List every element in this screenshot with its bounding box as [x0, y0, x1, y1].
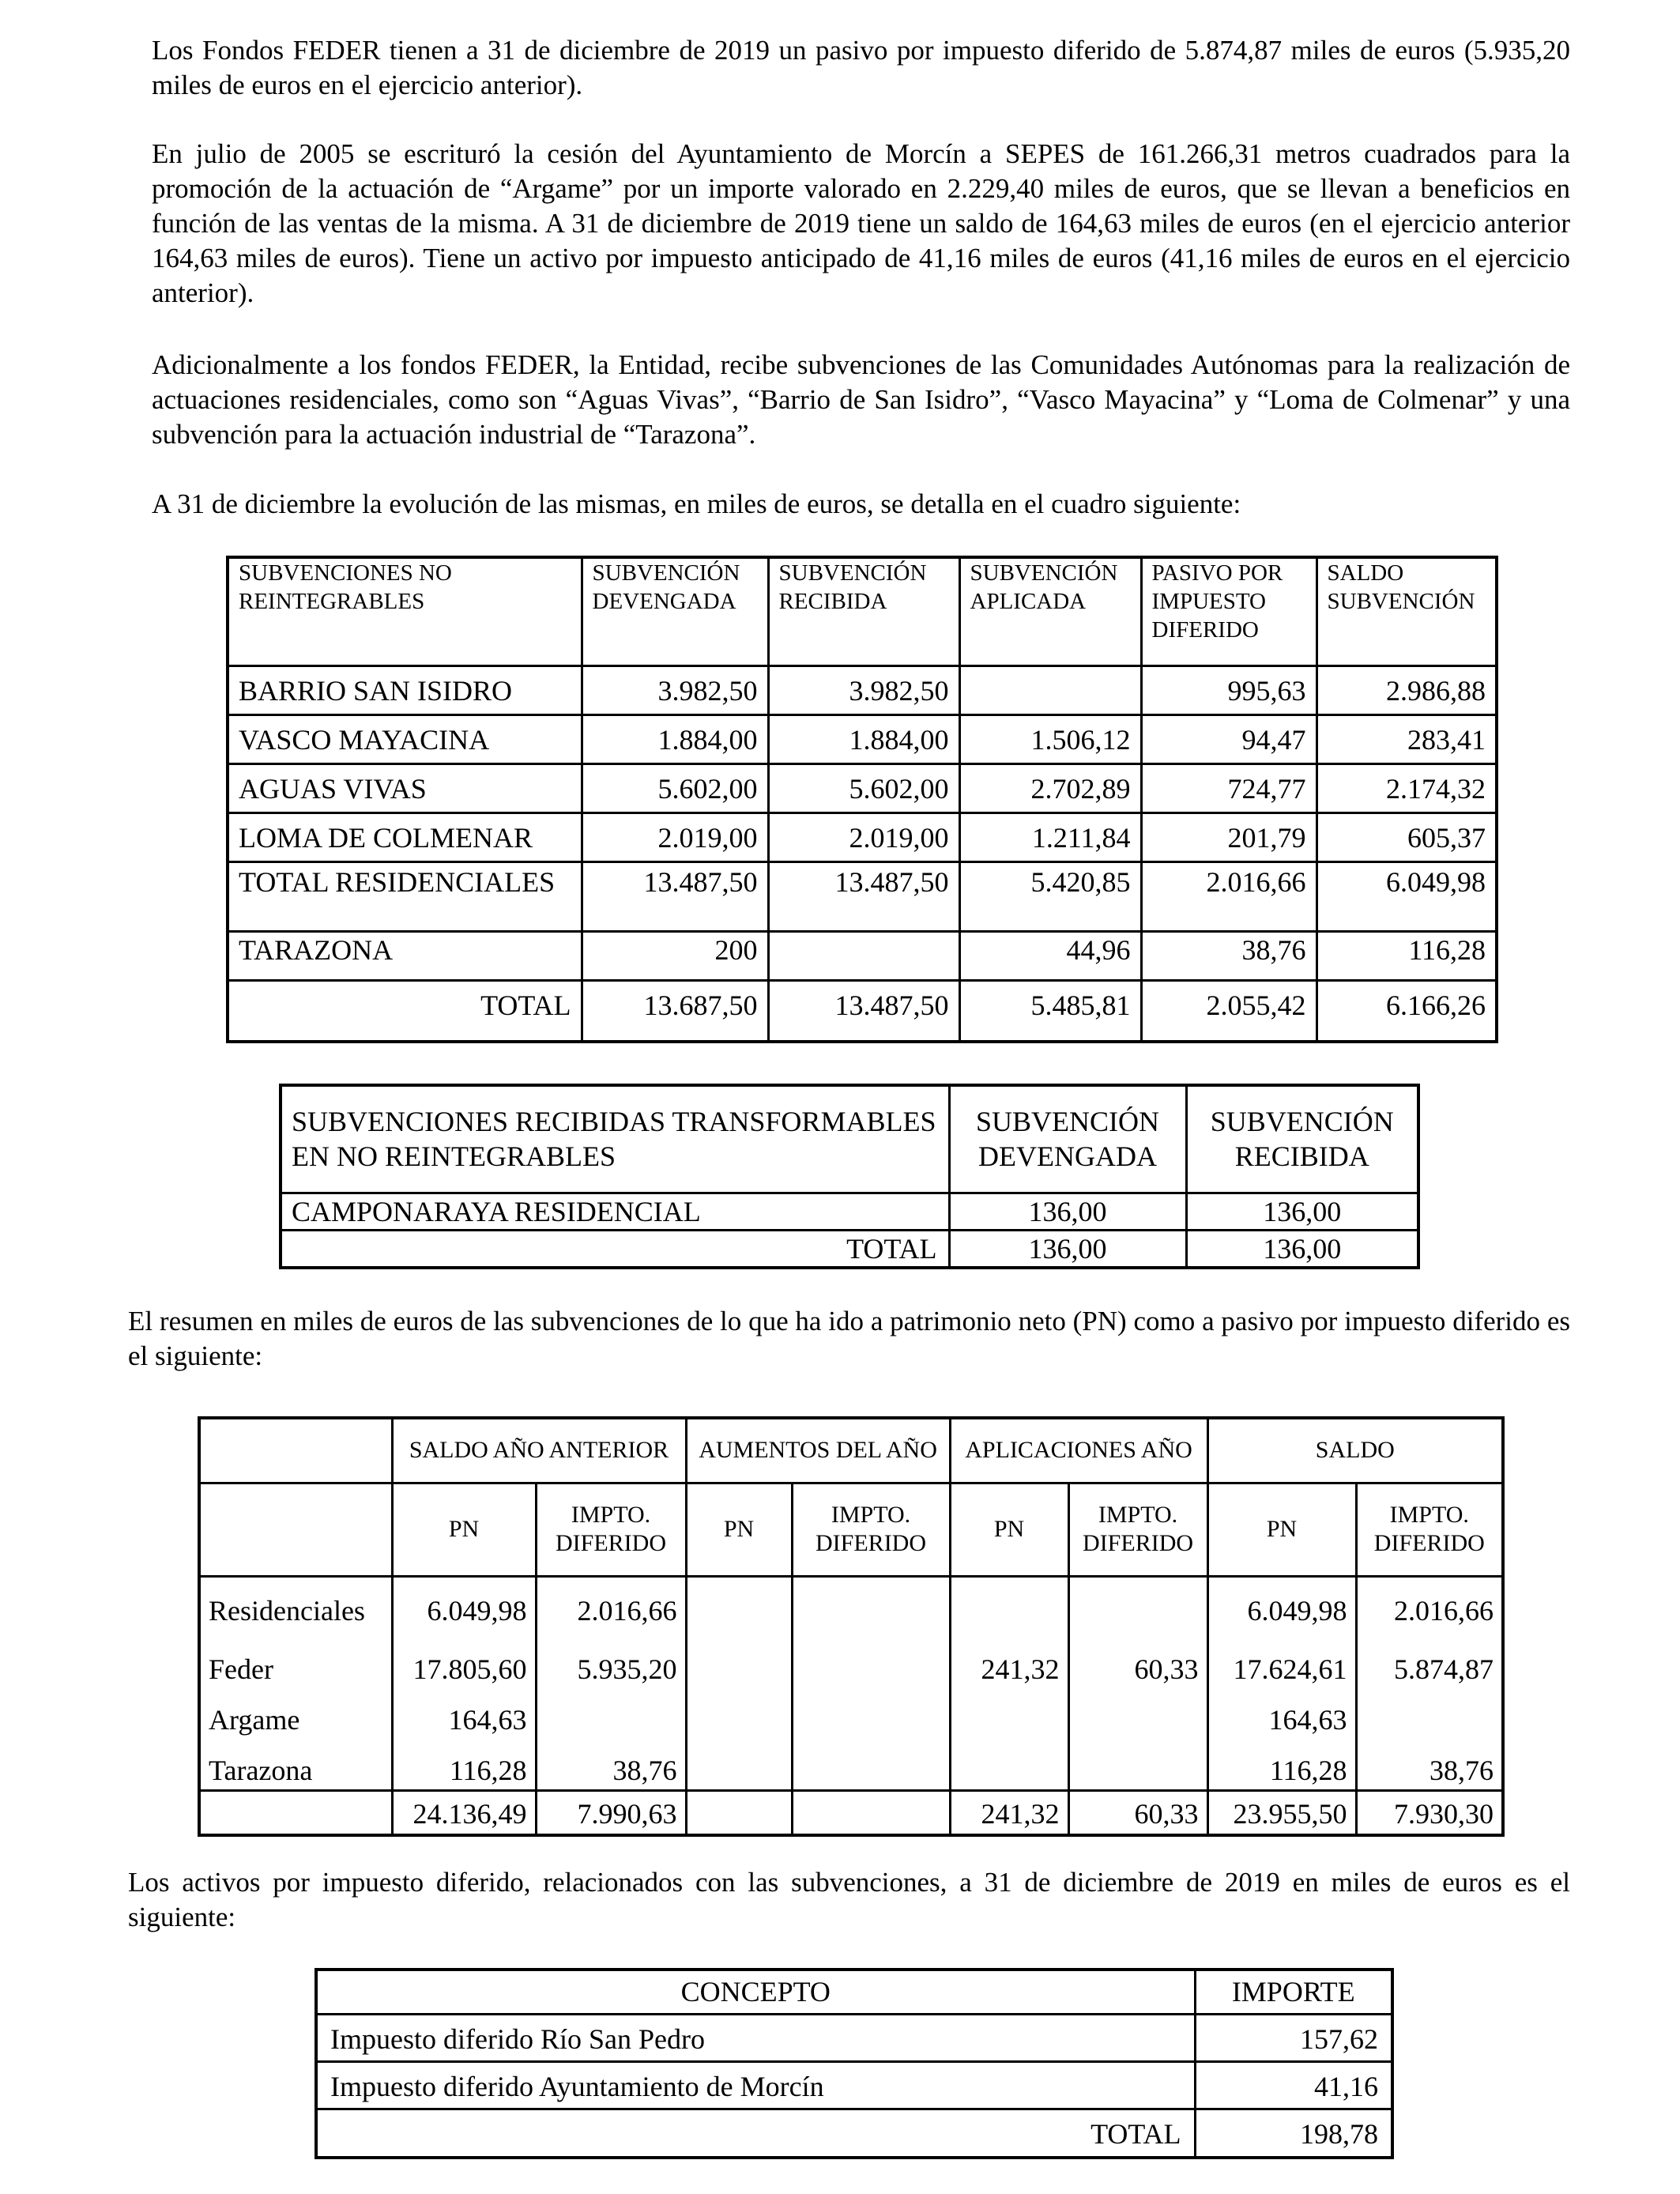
cell-value: 41,16 — [1195, 2061, 1392, 2109]
cell-value: 38,76 — [536, 1745, 686, 1791]
header-cell: SUBVENCIÓN DEVENGADA — [949, 1085, 1186, 1193]
sub-header-cell: IMPTO. DIFERIDO — [536, 1483, 686, 1576]
cell-value: 7.990,63 — [536, 1791, 686, 1835]
header-cell: SUBVENCIÓN RECIBIDA — [768, 557, 959, 665]
header-cell: SUBVENCIONES NO REINTEGRABLES — [228, 557, 582, 665]
group-header-cell: SALDO — [1207, 1418, 1503, 1483]
table-header-row — [316, 1970, 1392, 2014]
table-row — [228, 714, 1497, 763]
sub-header-cell: PN — [950, 1483, 1068, 1576]
cell-value — [792, 1745, 950, 1791]
row-label: Impuesto diferido Río San Pedro — [316, 2014, 1195, 2061]
cell-value: 116,28 — [1317, 931, 1497, 980]
cell-value: 1.506,12 — [959, 714, 1141, 763]
paragraph-feder-pasivo: Los Fondos FEDER tienen a 31 de diciembre de 2019 un pasivo por impuesto diferido de 5.874,87 miles de euros (5.935,20 miles de euros en el ejercicio anterior). — [152, 35, 1570, 100]
cell-value: 2.019,00 — [582, 812, 768, 861]
table-row-total-residenciales — [228, 861, 1497, 931]
group-header-cell: SALDO AÑO ANTERIOR — [392, 1418, 686, 1483]
cell-value: 116,28 — [392, 1745, 536, 1791]
table-row — [281, 1193, 1418, 1230]
cell-value — [1356, 1695, 1503, 1745]
cell-value: 1.884,00 — [768, 714, 959, 763]
paragraph-subvenciones-ccaa: Adicionalmente a los fondos FEDER, la Entidad, recibe subvenciones de las Comunidades Autónomas para la realización de actuaciones residenciales, como son “Aguas Vivas”, “Barrio de San Isidro”, “Vasco Mayacina” y “Loma de Colmenar” y una subvención para la actuación industrial de “Tarazona”. — [152, 349, 1570, 450]
row-label: TARAZONA — [228, 931, 582, 980]
cell-value: 201,79 — [1141, 812, 1317, 861]
table-row — [199, 1745, 1503, 1791]
cell-value: 2.019,00 — [768, 812, 959, 861]
cell-value: 164,63 — [1207, 1695, 1356, 1745]
cell-value: 3.982,50 — [582, 665, 768, 714]
table-subvenciones-transformables — [279, 1084, 1420, 1269]
cell-value: 38,76 — [1356, 1745, 1503, 1791]
cell-value: 1.211,84 — [959, 812, 1141, 861]
table-subvenciones-no-reintegrables — [226, 556, 1498, 1043]
cell-value: 6.166,26 — [1317, 980, 1497, 1042]
cell-value — [950, 1745, 1068, 1791]
cell-value: 2.702,89 — [959, 763, 1141, 812]
cell-value: 13.487,50 — [768, 980, 959, 1042]
cell-value: 5.602,00 — [768, 763, 959, 812]
header-cell: IMPORTE — [1195, 1970, 1392, 2014]
cell-value — [686, 1576, 792, 1644]
table-header-row — [228, 557, 1497, 665]
sub-header-cell: PN — [686, 1483, 792, 1576]
header-cell: SALDO SUBVENCIÓN — [1317, 557, 1497, 665]
header-cell: SUBVENCIONES RECIBIDAS TRANSFORMABLES EN NO REINTEGRABLES — [281, 1085, 949, 1193]
cell-value: 724,77 — [1141, 763, 1317, 812]
cell-value — [686, 1695, 792, 1745]
table-row — [228, 931, 1497, 980]
header-cell: CONCEPTO — [316, 1970, 1195, 2014]
cell-value: 995,63 — [1141, 665, 1317, 714]
cell-value: 136,00 — [1186, 1230, 1418, 1268]
row-label: Residenciales — [199, 1576, 392, 1644]
cell-value: 5.874,87 — [1356, 1644, 1503, 1695]
cell-value: 24.136,49 — [392, 1791, 536, 1835]
cell-value: 5.935,20 — [536, 1644, 686, 1695]
cell-value — [686, 1791, 792, 1835]
cell-value: 13.487,50 — [768, 861, 959, 931]
cell-value: 241,32 — [950, 1791, 1068, 1835]
cell-value: 1.884,00 — [582, 714, 768, 763]
row-label — [199, 1791, 392, 1835]
cell-value: 6.049,98 — [1207, 1576, 1356, 1644]
sub-header-cell: IMPTO. DIFERIDO — [1068, 1483, 1207, 1576]
row-label: VASCO MAYACINA — [228, 714, 582, 763]
row-label: Argame — [199, 1695, 392, 1745]
cell-value — [792, 1695, 950, 1745]
group-header-cell: APLICACIONES AÑO — [950, 1418, 1207, 1483]
cell-value — [768, 931, 959, 980]
row-label: LOMA DE COLMENAR — [228, 812, 582, 861]
header-cell: SUBVENCIÓN RECIBIDA — [1186, 1085, 1418, 1193]
row-label-total: TOTAL — [228, 980, 582, 1042]
cell-value — [792, 1644, 950, 1695]
cell-value: 2.055,42 — [1141, 980, 1317, 1042]
cell-value: 38,76 — [1141, 931, 1317, 980]
cell-value: 605,37 — [1317, 812, 1497, 861]
cell-value: 44,96 — [959, 931, 1141, 980]
table-row — [228, 665, 1497, 714]
table-row — [199, 1644, 1503, 1695]
table-group-header-row — [199, 1418, 1503, 1483]
table-row-total — [316, 2109, 1392, 2158]
cell-value: 13.487,50 — [582, 861, 768, 931]
cell-value: 164,63 — [392, 1695, 536, 1745]
cell-value: 5.485,81 — [959, 980, 1141, 1042]
table-row-total — [228, 980, 1497, 1042]
table-row — [228, 812, 1497, 861]
cell-value — [686, 1644, 792, 1695]
row-label-total: TOTAL — [281, 1230, 949, 1268]
cell-value: 5.420,85 — [959, 861, 1141, 931]
cell-value — [792, 1576, 950, 1644]
cell-value: 136,00 — [949, 1193, 1186, 1230]
paragraph-evolucion-intro: A 31 de diciembre la evolución de las mismas, en miles de euros, se detalla en el cuadro siguiente: — [152, 488, 1241, 519]
header-cell: SUBVENCIÓN DEVENGADA — [582, 557, 768, 665]
table-row — [199, 1695, 1503, 1745]
row-label-total: TOTAL — [316, 2109, 1195, 2158]
row-label: Feder — [199, 1644, 392, 1695]
table-resumen-pn-impuesto — [198, 1416, 1505, 1837]
cell-value — [1068, 1576, 1207, 1644]
cell-value — [1068, 1745, 1207, 1791]
paragraph-resumen-intro: El resumen en miles de euros de las subvenciones de lo que ha ido a patrimonio neto (PN) como a pasivo por impuesto diferido es el siguiente: — [128, 1306, 1570, 1371]
header-empty-cell — [199, 1483, 392, 1576]
cell-value: 2.174,32 — [1317, 763, 1497, 812]
row-label: TOTAL RESIDENCIALES — [228, 861, 582, 931]
cell-value: 283,41 — [1317, 714, 1497, 763]
table-row — [316, 2014, 1392, 2061]
row-label: Impuesto diferido Ayuntamiento de Morcín — [316, 2061, 1195, 2109]
cell-value: 94,47 — [1141, 714, 1317, 763]
cell-value — [950, 1576, 1068, 1644]
cell-value: 136,00 — [1186, 1193, 1418, 1230]
cell-value: 200 — [582, 931, 768, 980]
cell-value: 13.687,50 — [582, 980, 768, 1042]
table-row-total — [281, 1230, 1418, 1268]
cell-value: 198,78 — [1195, 2109, 1392, 2158]
sub-header-cell: PN — [1207, 1483, 1356, 1576]
table-activos-impuesto-diferido — [315, 1968, 1394, 2159]
cell-value: 6.049,98 — [1317, 861, 1497, 931]
cell-value: 7.930,30 — [1356, 1791, 1503, 1835]
table-header-row — [281, 1085, 1418, 1193]
header-cell: SUBVENCIÓN APLICADA — [959, 557, 1141, 665]
table-row-total — [199, 1791, 1503, 1835]
table-sub-header-row — [199, 1483, 1503, 1576]
cell-value: 136,00 — [949, 1230, 1186, 1268]
row-label: AGUAS VIVAS — [228, 763, 582, 812]
paragraph-activos-intro: Los activos por impuesto diferido, relacionados con las subvenciones, a 31 de diciembre de 2019 en miles de euros es el siguiente: — [128, 1867, 1570, 1932]
row-label: CAMPONARAYA RESIDENCIAL — [281, 1193, 949, 1230]
cell-value — [959, 665, 1141, 714]
sub-header-cell: PN — [392, 1483, 536, 1576]
cell-value: 17.624,61 — [1207, 1644, 1356, 1695]
group-header-cell: AUMENTOS DEL AÑO — [686, 1418, 950, 1483]
table-row — [316, 2061, 1392, 2109]
cell-value: 60,33 — [1068, 1791, 1207, 1835]
table-row — [228, 763, 1497, 812]
cell-value — [1068, 1695, 1207, 1745]
cell-value: 2.986,88 — [1317, 665, 1497, 714]
cell-value — [792, 1791, 950, 1835]
header-empty-cell — [199, 1418, 392, 1483]
cell-value: 116,28 — [1207, 1745, 1356, 1791]
cell-value — [686, 1745, 792, 1791]
cell-value: 2.016,66 — [536, 1576, 686, 1644]
header-cell: PASIVO POR IMPUESTO DIFERIDO — [1141, 557, 1317, 665]
row-label: BARRIO SAN ISIDRO — [228, 665, 582, 714]
cell-value: 17.805,60 — [392, 1644, 536, 1695]
cell-value: 241,32 — [950, 1644, 1068, 1695]
cell-value: 60,33 — [1068, 1644, 1207, 1695]
cell-value — [950, 1695, 1068, 1745]
sub-header-cell: IMPTO. DIFERIDO — [1356, 1483, 1503, 1576]
cell-value: 5.602,00 — [582, 763, 768, 812]
row-label: Tarazona — [199, 1745, 392, 1791]
cell-value — [536, 1695, 686, 1745]
cell-value: 2.016,66 — [1356, 1576, 1503, 1644]
paragraph-argame: En julio de 2005 se escrituró la cesión del Ayuntamiento de Morcín a SEPES de 161.266,31 metros cuadrados para la promoción de la actuación de “Argame” por un importe valorado en 2.229,40 miles de euros, que se llevan a beneficios en función de las ventas de la misma. A 31 de diciembre de 2019 tiene un saldo de 164,63 miles de euros (en el ejercicio anterior 164,63 miles de euros). Tiene un activo por impuesto anticipado de 41,16 miles de euros (41,16 miles de euros en el ejercicio anterior). — [152, 138, 1570, 308]
sub-header-cell: IMPTO. DIFERIDO — [792, 1483, 950, 1576]
cell-value: 3.982,50 — [768, 665, 959, 714]
table-row — [199, 1576, 1503, 1644]
cell-value: 2.016,66 — [1141, 861, 1317, 931]
cell-value: 6.049,98 — [392, 1576, 536, 1644]
cell-value: 157,62 — [1195, 2014, 1392, 2061]
cell-value: 23.955,50 — [1207, 1791, 1356, 1835]
